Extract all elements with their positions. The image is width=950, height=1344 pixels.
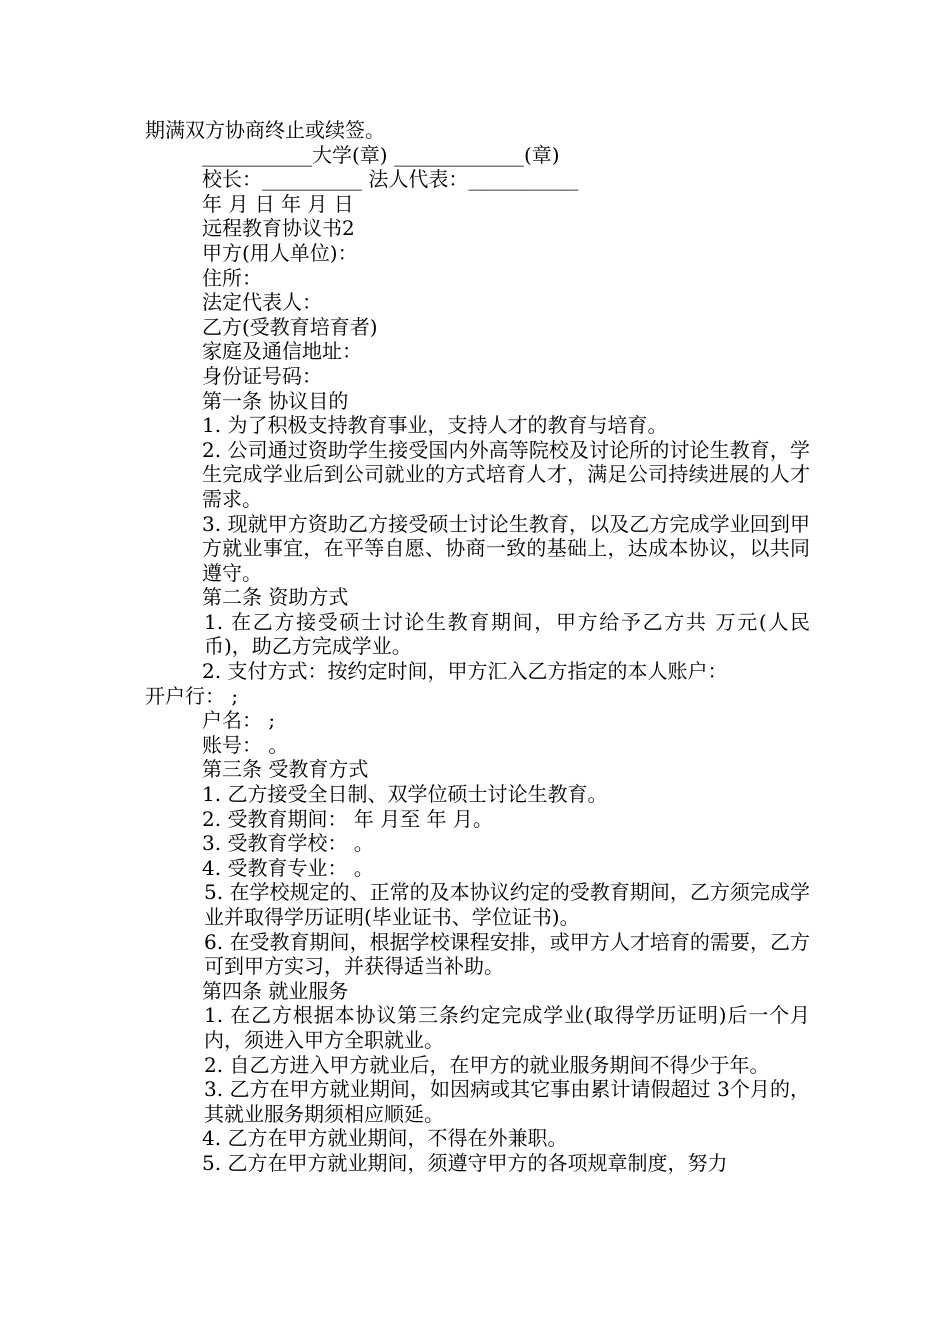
- document-body: [145, 118, 810, 1176]
- clause: 2. 支付方式：按约定时间，甲方汇入乙方指定的本人账户：: [202, 659, 728, 684]
- clause: 1. 在乙方根据本协议第三条约定完成学业(取得学历证明)后一个月内，须进入甲方全职就业。: [204, 1003, 810, 1052]
- clause: 1. 乙方接受全日制、双学位硕士讨论生教育。: [202, 782, 608, 807]
- clause: 4. 乙方在甲方就业期间，不得在外兼职。: [202, 1126, 568, 1151]
- clause: 6. 在受教育期间，根据学校课程安排，或甲方人才培育的需要，乙方可到甲方实习，并获得适当补助。: [204, 929, 810, 979]
- clause: 3. 乙方在甲方就业期间，如因病或其它事由累计请假超过 3个月的，其就业服务期须相应顺延。: [204, 1077, 810, 1126]
- account-number-field: 账号： 。: [202, 732, 289, 757]
- clause: 5. 在学校规定的、正常的及本协议约定的受教育期间，乙方须完成学业并取得学历证明(毕业证书、学位证书)。: [204, 880, 810, 929]
- address-field: 住所：: [202, 265, 262, 290]
- clause: 5. 乙方在甲方就业期间，须遵守甲方的各项规章制度，努力: [202, 1150, 728, 1175]
- clause: 3. 受教育学校： 。: [202, 831, 374, 856]
- clause: 3. 现就甲方资助乙方接受硕士讨论生教育，以及乙方完成学业回到甲方就业事宜，在平等自愿、协商一致的基础上，达成本协议，以共同遵守。: [202, 511, 810, 585]
- article-heading: 第一条 协议目的: [202, 388, 349, 413]
- article-heading: 第三条 受教育方式: [202, 757, 369, 782]
- clause: 4. 受教育专业： 。: [202, 855, 374, 880]
- clause: 2. 自乙方进入甲方就业后，在甲方的就业服务期间不得少于年。: [204, 1052, 770, 1077]
- signature-line-seals: ___________大学(章) _____________(章): [202, 142, 560, 167]
- account-name-field: 户名： ;: [202, 708, 276, 733]
- signature-line-names: 校长：__________ 法人代表：___________: [202, 167, 579, 192]
- bank-field: 开户行： ;: [145, 683, 239, 708]
- date-line: 年 月 日 年 月 日: [202, 191, 354, 216]
- article-heading: 第二条 资助方式: [202, 585, 349, 610]
- clause: 2. 公司通过资助学生接受国内外高等院校及讨论所的讨论生教育，学生完成学业后到公司就业的方式培育人才，满足公司持续进展的人才需求。: [202, 437, 810, 511]
- id-number-field: 身份证号码：: [202, 363, 322, 388]
- clause: 2. 受教育期间： 年 月至 年 月。: [202, 806, 493, 831]
- legal-rep-field: 法定代表人：: [202, 290, 322, 315]
- text-line: 期满双方协商终止或续签。: [145, 118, 385, 142]
- document-title: 远程教育协议书2: [202, 216, 355, 241]
- article-heading: 第四条 就业服务: [202, 978, 349, 1003]
- home-address-field: 家庭及通信地址：: [202, 339, 362, 364]
- clause: 1. 为了积极支持教育事业，支持人才的教育与培育。: [202, 413, 668, 438]
- party-b-field: 乙方(受教育培育者): [202, 314, 378, 339]
- clause: 1. 在乙方接受硕士讨论生教育期间，甲方给予乙方共 万元(人民币)，助乙方完成学业。: [204, 609, 810, 659]
- party-a-field: 甲方(用人单位)：: [202, 240, 358, 265]
